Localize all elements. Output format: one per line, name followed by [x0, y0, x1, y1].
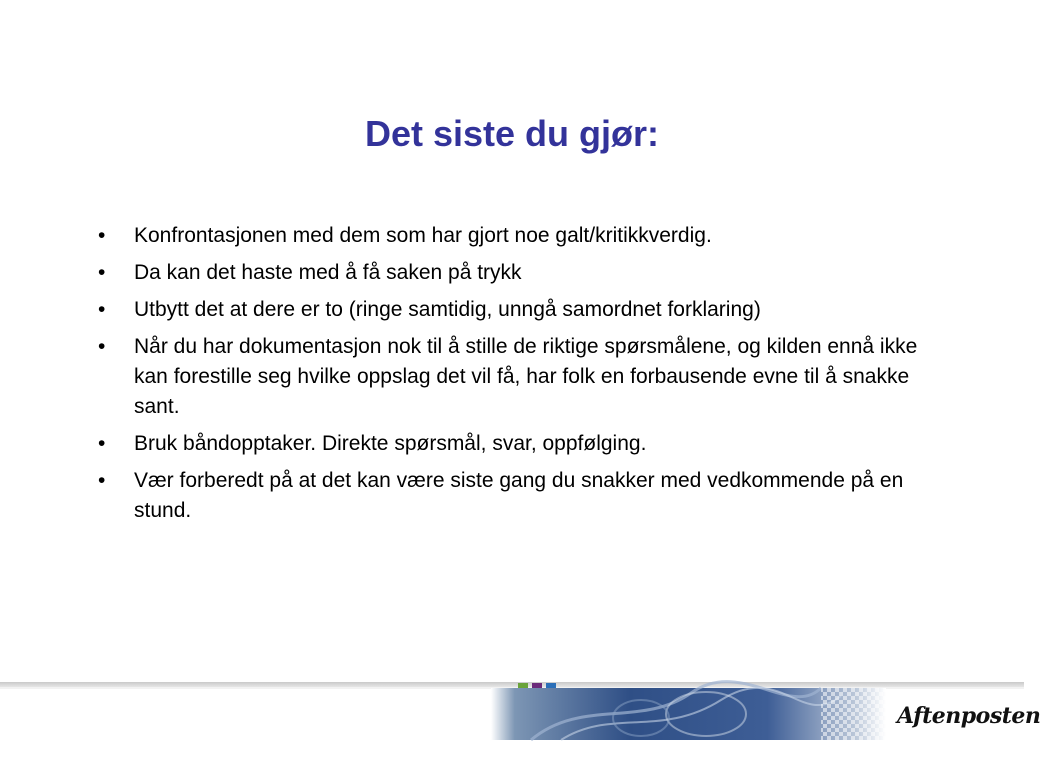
bullet-item — [96, 332, 956, 422]
aftenposten-logo: Aftenposten — [897, 703, 1040, 729]
bullet-text: Bruk båndopptaker. Direkte spørsmål, svar, oppfølging. — [134, 432, 647, 455]
bullet-marker: • — [98, 298, 106, 321]
bullet-marker: • — [98, 261, 106, 284]
bullet-text: Utbytt det at dere er to (ringe samtidig, unngå samordnet forklaring) — [134, 298, 761, 321]
slide-title: Det siste du gjør: — [364, 113, 660, 154]
bullet-item — [96, 295, 956, 325]
bullet-text: Konfrontasjonen med dem som har gjort noe galt/kritikkverdig. — [134, 224, 712, 247]
footer-decorative-banner — [491, 688, 886, 740]
bullet-item — [96, 258, 956, 288]
bullet-text: Når du har dokumentasjon nok til å stille de riktige spørsmålene, og kilden ennå ikke kan forestille seg hvilke oppslag det vil få, har folk en forbausende evne til å snakke sant. — [134, 335, 918, 418]
bullet-text: Vær forberedt på at det kan være siste gang du snakker med vedkommende på en stund. — [134, 469, 904, 522]
bullet-list — [96, 221, 956, 533]
bullet-item — [96, 221, 956, 251]
bullet-marker: • — [98, 469, 106, 492]
bullet-marker: • — [98, 224, 106, 247]
bullet-item — [96, 429, 956, 459]
bullet-marker: • — [98, 335, 106, 358]
bullet-text: Da kan det haste med å få saken på trykk — [134, 261, 522, 284]
bullet-item — [96, 466, 956, 526]
bullet-marker: • — [98, 432, 106, 455]
